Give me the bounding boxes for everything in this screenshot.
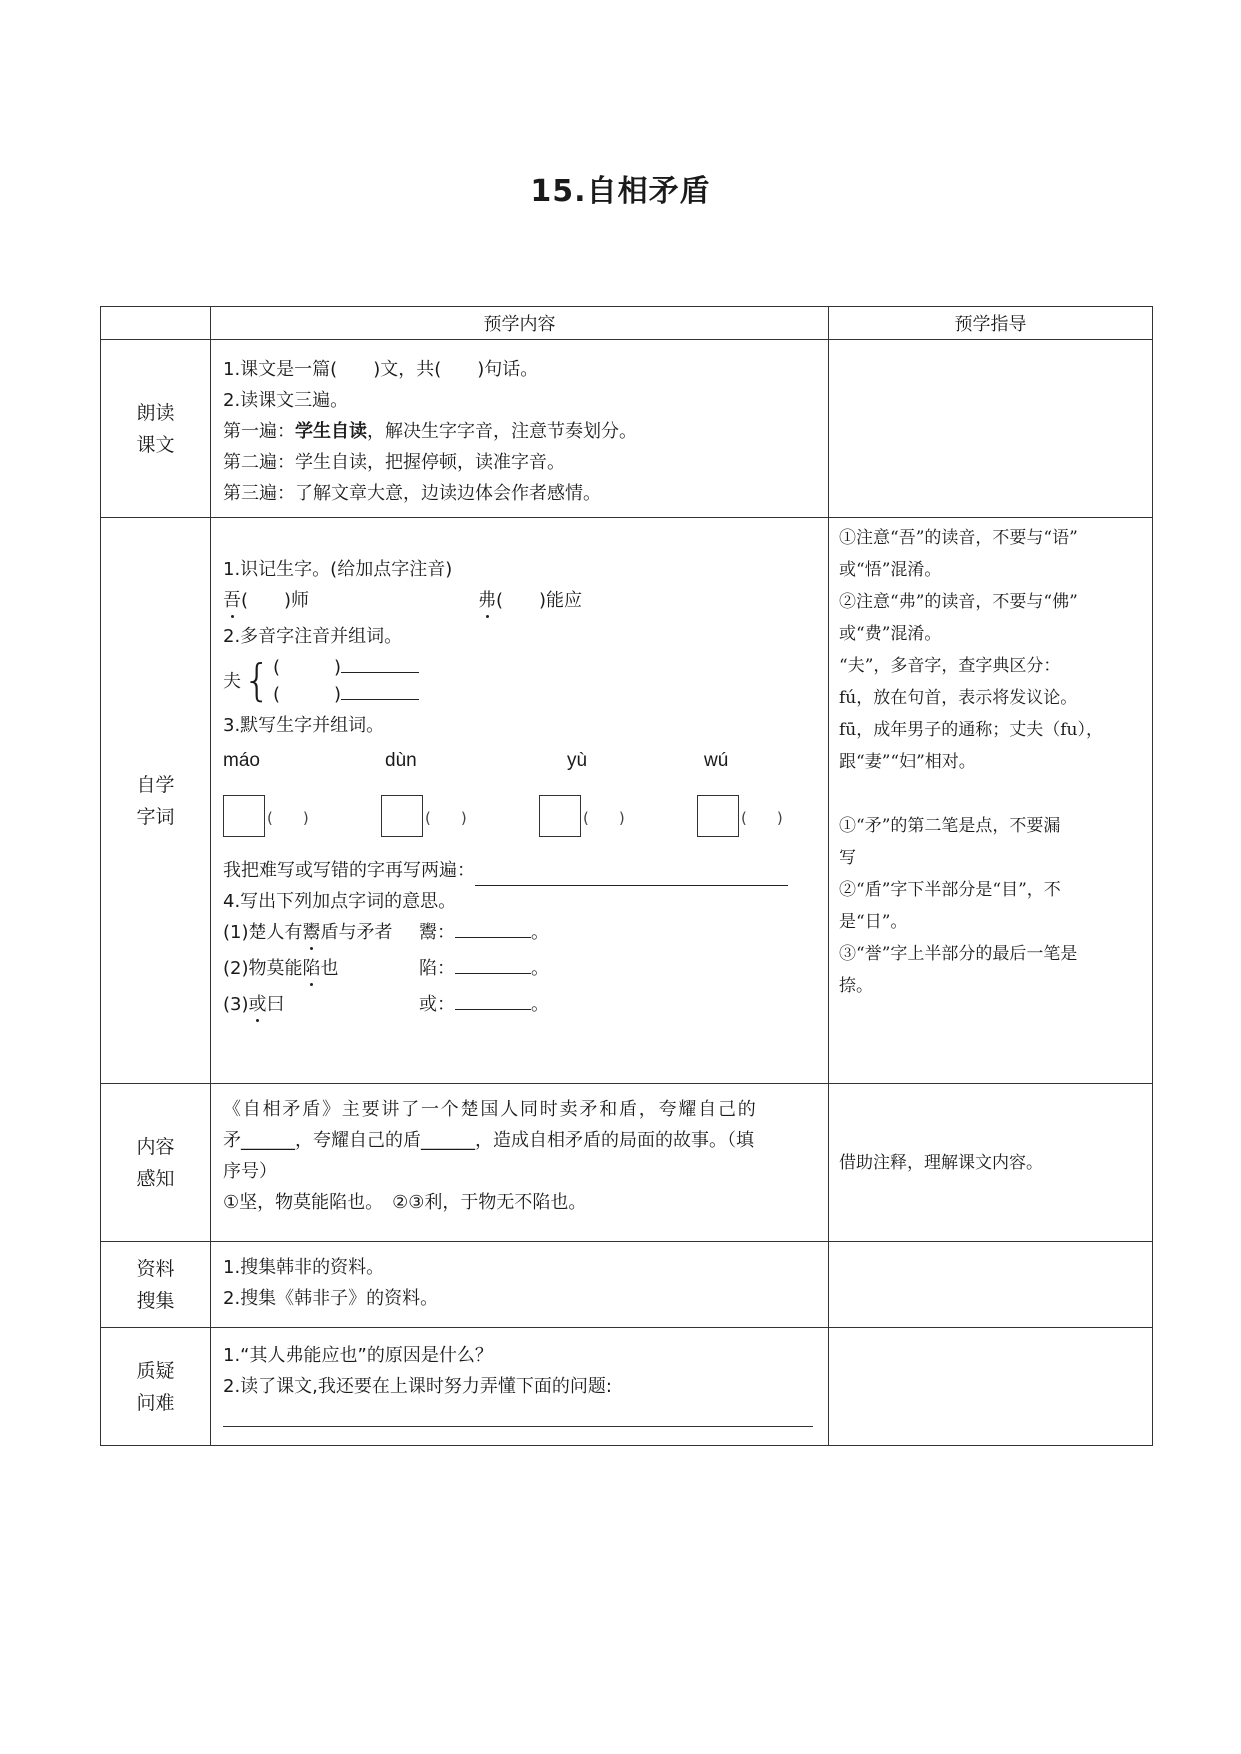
header-blank xyxy=(101,307,211,340)
row-questions xyxy=(101,1328,1153,1446)
reading-step3: 第三遍：了解文章大意，边读边体会作者感情。 xyxy=(223,483,601,504)
answer-line[interactable] xyxy=(223,1402,813,1427)
answer-blank[interactable] xyxy=(455,1009,531,1010)
pinyin: wú xyxy=(704,750,729,771)
meaning-2: (2)物莫能陷也 陷： 。 xyxy=(223,958,549,979)
vocab-q2: 2.多音字注音并组词。 xyxy=(223,626,403,647)
row-reading xyxy=(101,340,1153,518)
comprehension-content: 《自相矛盾》主要讲了一个楚国人同时卖矛和盾，夸耀自己的 矛______，夸耀自己的盾______，造成自相矛盾的局面的故事。（填 序号） ①坚，物莫能陷也。 ②③利，于物无不陷也。 xyxy=(211,1084,829,1242)
questions-guide xyxy=(829,1328,1153,1446)
pinyin: máo xyxy=(223,750,260,771)
vocab-content xyxy=(211,518,829,1084)
reading-content xyxy=(211,340,829,518)
row-label: 自学 字词 xyxy=(101,518,211,1084)
study-table xyxy=(100,306,1153,1446)
comprehension-guide: 借助注释，理解课文内容。 xyxy=(829,1084,1153,1242)
row-label: 资料 搜集 xyxy=(101,1242,211,1328)
meaning-3: (3)或曰 或： 。 xyxy=(223,994,549,1015)
meaning-1: (1)楚人有鬻盾与矛者 鬻： 。 xyxy=(223,922,549,943)
reading-q2: 2.读课文三遍。 xyxy=(223,390,349,411)
answer-blank[interactable] xyxy=(455,937,531,938)
vocab-q3: 3.默写生字并组词。 xyxy=(223,715,385,736)
vocab-q1: 1.识记生字。(给加点字注音) xyxy=(223,559,453,580)
vocab-chars: 吾( )师 弗( )能应 xyxy=(223,590,583,611)
row-label: 质疑 问难 xyxy=(101,1328,211,1446)
research-content: 1.搜集韩非的资料。 2.搜集《韩非子》的资料。 xyxy=(211,1242,829,1328)
write-box[interactable] xyxy=(381,795,423,837)
questions-content: 1.“其人弗能应也”的原因是什么？ 2.读了课文,我还要在上课时努力弄懂下面的问题: xyxy=(211,1328,829,1446)
row-research xyxy=(101,1242,1153,1328)
rewrite-line: 我把难写或写错的字再写两遍： xyxy=(223,855,816,886)
reading-guide xyxy=(829,340,1153,518)
reading-step2: 第二遍：学生自读，把握停顿，读准字音。 xyxy=(223,452,565,473)
pinyin: dùn xyxy=(385,750,417,771)
answer-blank[interactable] xyxy=(341,672,419,673)
write-box[interactable] xyxy=(223,795,265,837)
table-header-row xyxy=(101,307,1153,340)
vocab-q4: 4.写出下列加点字词的意思。 xyxy=(223,891,457,912)
row-comprehension xyxy=(101,1084,1153,1242)
answer-blank[interactable] xyxy=(341,699,419,700)
row-vocab xyxy=(101,518,1153,1084)
write-box[interactable] xyxy=(697,795,739,837)
write-boxes: ( ) ( ) ( ) ( ) xyxy=(223,795,816,855)
pinyin-row xyxy=(223,741,816,795)
answer-blank[interactable] xyxy=(475,863,788,886)
brace-icon: { xyxy=(243,655,271,706)
answer-blank[interactable] xyxy=(455,973,531,974)
polyphone-block: 夫 { ( ) ( ) xyxy=(223,652,816,710)
header-content: 预学内容 xyxy=(211,307,829,340)
row-label: 内容 感知 xyxy=(101,1084,211,1242)
write-box[interactable] xyxy=(539,795,581,837)
header-guide: 预学指导 xyxy=(829,307,1153,340)
pinyin: yù xyxy=(567,750,588,771)
page-title: 15.自相矛盾 xyxy=(530,174,711,209)
reading-step1: 第一遍：学生自读，解决生字字音，注意节奏划分。 xyxy=(223,421,637,442)
vocab-guide: ①注意“吾”的读音，不要与“语” 或“悟”混淆。 ②注意“弗”的读音，不要与“佛” 或“费”混淆。 “夫”，多音字，查字典区分： fú，放在句首，表示将发议论。 fū，成年男子的通称；丈夫（fu）， 跟“妻”“妇”相对。 ①“矛”的第二笔是点，不要漏 写 ②“盾”字下半部分是“目”，不 是“日”。 ③“誉”字上半部分的最后一笔是 捺。 xyxy=(829,518,1153,1084)
row-label: 朗读 课文 xyxy=(101,340,211,518)
reading-q1: 1.课文是一篇( )文，共( )句话。 xyxy=(223,359,539,380)
research-guide xyxy=(829,1242,1153,1328)
